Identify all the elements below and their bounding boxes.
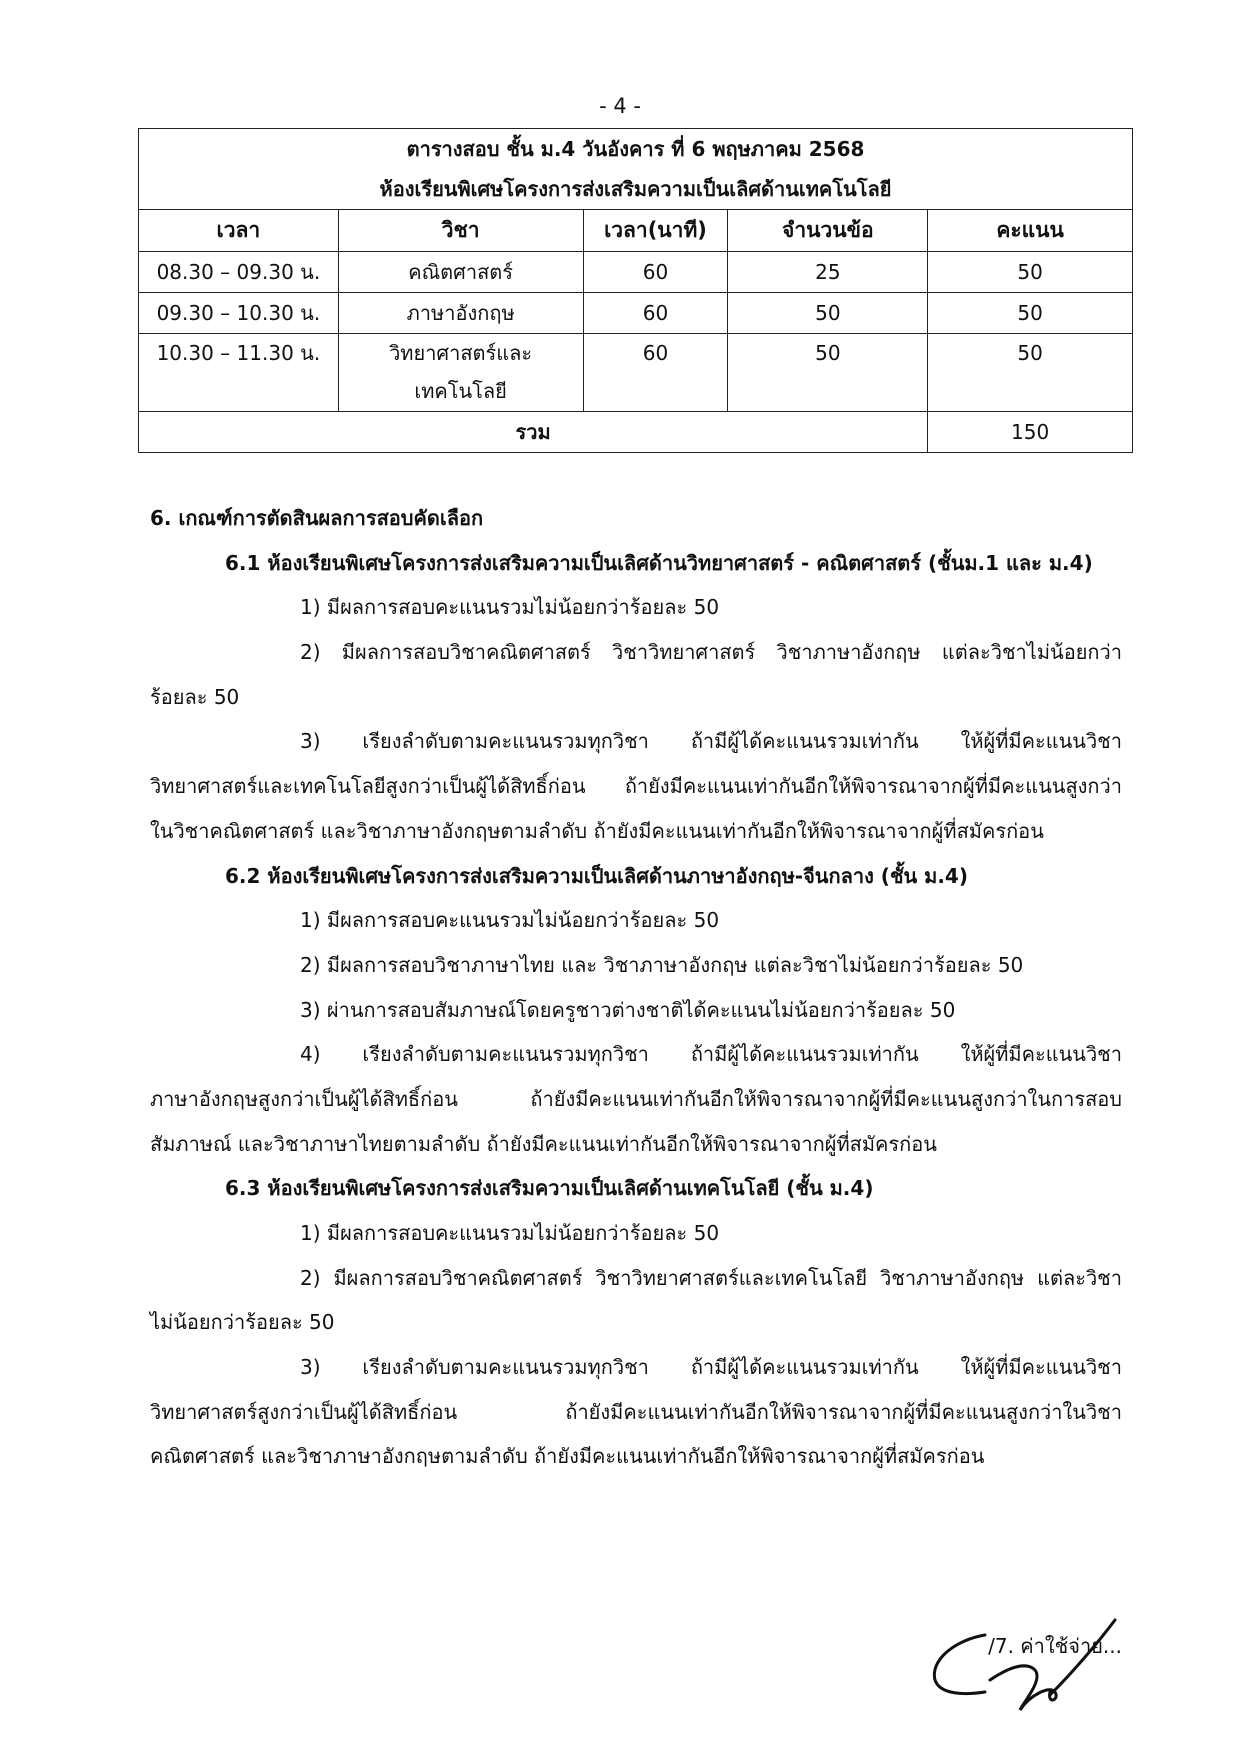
table-title-line2: ห้องเรียนพิเศษโครงการส่งเสริมความเป็นเลิศด้านเทคโนโลยี [379,177,892,201]
table-title-line1: ตารางสอบ ชั้น ม.4 วันอังคาร ที่ 6 พฤษภาคม 2568 [406,137,865,161]
row-time: 09.30 – 10.30 น. [139,293,339,334]
criteria-item: 2) มีผลการสอบวิชาคณิตศาสตร์ วิชาวิทยาศาสตร์และเทคโนโลยี วิชาภาษาอังกฤษ แต่ละวิชา [300,1265,1122,1290]
criteria-item: 3) ผ่านการสอบสัมภาษณ์โดยครูชาวต่างชาติได้คะแนนไม่น้อยกว่าร้อยละ 50 [300,997,956,1022]
signature-icon [925,1600,1175,1720]
table-row [139,252,1133,293]
section-heading: 6. เกณฑ์การตัดสินผลการสอบคัดเลือก [150,506,484,530]
row-score: 50 [928,252,1133,293]
criteria-item: 3) เรียงลำดับตามคะแนนรวมทุกวิชา ถ้ามีผู้ได้คะแนนรวมเท่ากัน ให้ผู้ที่มีคะแนนวิชา [300,729,1122,754]
row-subject [338,334,583,412]
row-minutes: 60 [583,334,728,412]
table-title [139,129,1133,210]
header-score: คะแนน [928,210,1133,252]
header-minutes: เวลา(นาที) [583,210,728,252]
table-row [139,334,1133,412]
row-minutes: 60 [583,252,728,293]
row-subject-line2: เทคโนโลยี [414,379,507,403]
criteria-item-cont: ในวิชาคณิตศาสตร์ และวิชาภาษาอังกฤษตามลำดับ ถ้ายังมีคะแนนเท่ากันอีกให้พิจารณาจากผู้ที่สมัครก่อน [150,818,1044,843]
page-number: - 4 - [599,94,641,118]
row-minutes: 60 [583,293,728,334]
criteria-item: 1) มีผลการสอบคะแนนรวมไม่น้อยกว่าร้อยละ 50 [300,595,720,620]
criteria-item-cont: ภาษาอังกฤษสูงกว่าเป็นผู้ได้สิทธิ์ก่อน ถ้ายังมีคะแนนเท่ากันอีกให้พิจารณาจากผู้ที่มีคะแนนสูงกว่าในการสอบ [150,1086,1122,1111]
subsection-heading-6-2: 6.2 ห้องเรียนพิเศษโครงการส่งเสริมความเป็นเลิศด้านภาษาอังกฤษ-จีนกลาง (ชั้น ม.4) [225,863,968,888]
criteria-section [150,496,1122,1479]
subsection-heading-6-3: 6.3 ห้องเรียนพิเศษโครงการส่งเสริมความเป็นเลิศด้านเทคโนโลยี (ชั้น ม.4) [225,1176,874,1201]
table-total-row [139,412,1133,453]
criteria-item-cont: สัมภาษณ์ และวิชาภาษาไทยตามลำดับ ถ้ายังมีคะแนนเท่ากันอีกให้พิจารณาจากผู้ที่สมัครก่อน [150,1131,937,1156]
total-label: รวม [139,412,928,453]
criteria-item-cont: วิทยาศาสตร์สูงกว่าเป็นผู้ได้สิทธิ์ก่อน ถ้ายังมีคะแนนเท่ากันอีกให้พิจารณาจากผู้ที่มีคะแนนสูงกว่าในวิชา [150,1399,1122,1424]
row-time: 08.30 – 09.30 น. [139,252,339,293]
criteria-item: 1) มีผลการสอบคะแนนรวมไม่น้อยกว่าร้อยละ 50 [300,908,720,933]
header-time: เวลา [139,210,339,252]
header-items: จำนวนข้อ [728,210,928,252]
criteria-item-cont: ไม่น้อยกว่าร้อยละ 50 [150,1310,335,1335]
criteria-item-cont: ร้อยละ 50 [150,684,240,709]
table-row [139,293,1133,334]
criteria-item: 1) มีผลการสอบคะแนนรวมไม่น้อยกว่าร้อยละ 50 [300,1221,720,1245]
criteria-item-cont: วิทยาศาสตร์และเทคโนโลยีสูงกว่าเป็นผู้ได้สิทธิ์ก่อน ถ้ายังมีคะแนนเท่ากันอีกให้พิจารณาจากผู้ที่มีคะแนนสูงกว่า [150,774,1122,799]
row-items: 25 [728,252,928,293]
criteria-item-cont: คณิตศาสตร์ และวิชาภาษาอังกฤษตามลำดับ ถ้ายังมีคะแนนเท่ากันอีกให้พิจารณาจากผู้ที่สมัครก่อน [150,1444,985,1469]
exam-schedule-table [138,128,1133,453]
total-score: 150 [928,412,1133,453]
row-subject: ภาษาอังกฤษ [338,293,583,334]
criteria-item: 2) มีผลการสอบวิชาภาษาไทย และ วิชาภาษาอังกฤษ แต่ละวิชาไม่น้อยกว่าร้อยละ 50 [300,952,1024,977]
row-time: 10.30 – 11.30 น. [139,334,339,412]
row-subject: คณิตศาสตร์ [338,252,583,293]
row-items: 50 [728,293,928,334]
table-title-row [139,129,1133,210]
table-header-row [139,210,1133,252]
row-subject-line1: วิทยาศาสตร์และ [389,341,533,365]
row-score: 50 [928,334,1133,412]
criteria-item: 2) มีผลการสอบวิชาคณิตศาสตร์ วิชาวิทยาศาสตร์ วิชาภาษาอังกฤษ แต่ละวิชาไม่น้อยกว่า [300,640,1122,665]
criteria-item: 3) เรียงลำดับตามคะแนนรวมทุกวิชา ถ้ามีผู้ได้คะแนนรวมเท่ากัน ให้ผู้ที่มีคะแนนวิชา [300,1355,1122,1380]
criteria-item: 4) เรียงลำดับตามคะแนนรวมทุกวิชา ถ้ามีผู้ได้คะแนนรวมเท่ากัน ให้ผู้ที่มีคะแนนวิชา [300,1042,1122,1067]
row-score: 50 [928,293,1133,334]
row-items: 50 [728,334,928,412]
header-subject: วิชา [338,210,583,252]
subsection-heading-6-1: 6.1 ห้องเรียนพิเศษโครงการส่งเสริมความเป็นเลิศด้านวิทยาศาสตร์ - คณิตศาสตร์ (ชั้นม.1 และ ม.4) [225,550,1093,575]
next-page-reference: /7. ค่าใช้จ่าย... [988,1634,1122,1658]
